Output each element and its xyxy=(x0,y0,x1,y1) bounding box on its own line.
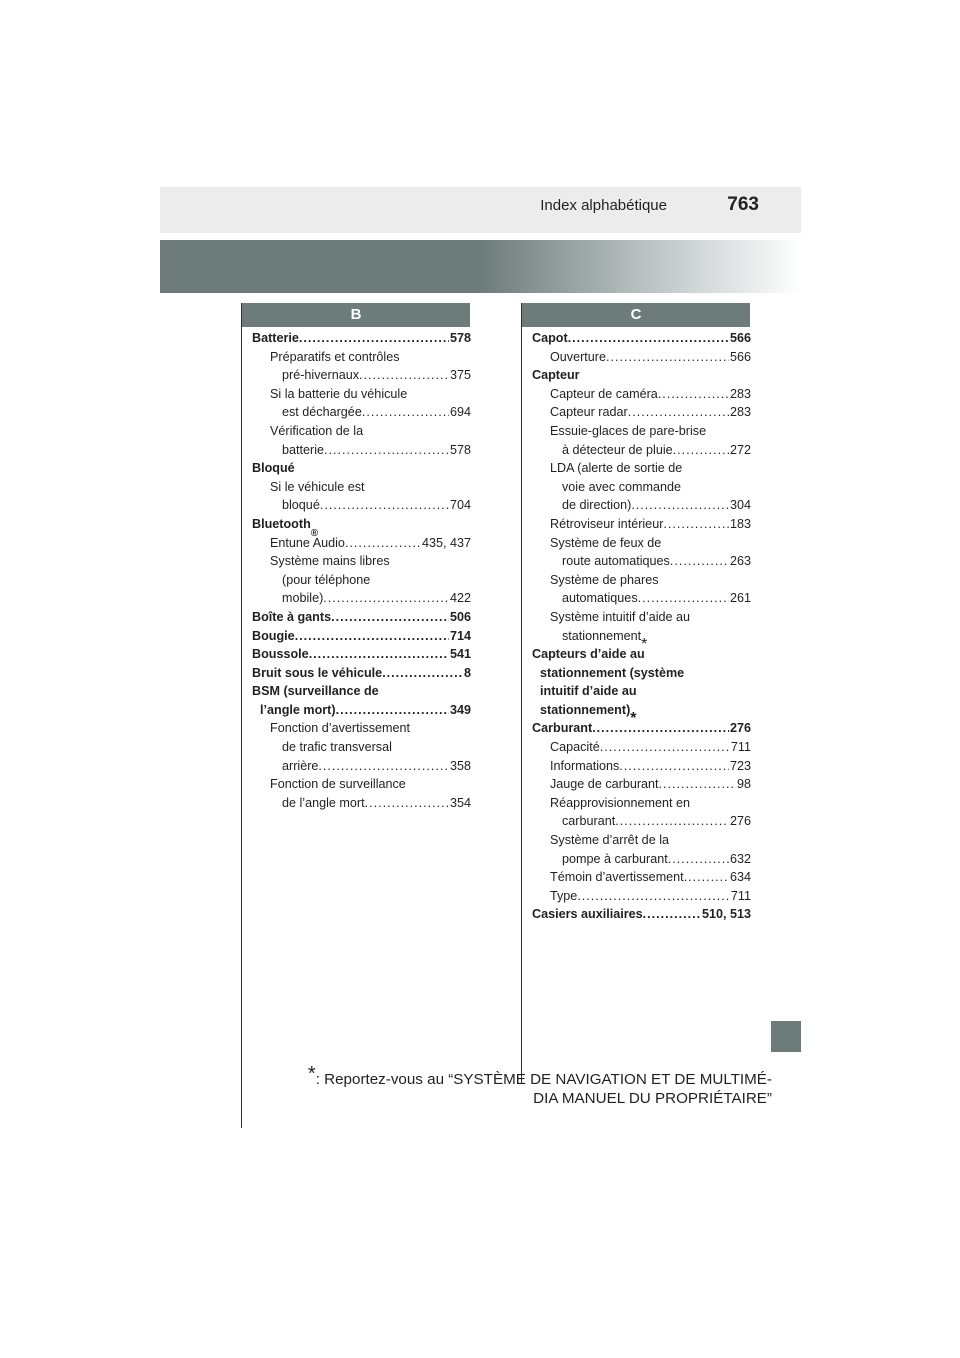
header-title: Index alphabétique xyxy=(540,197,667,214)
dot-leader xyxy=(592,719,729,738)
index-entry-text: Capteur radar xyxy=(550,405,628,420)
index-entry-text: Boîte à gants xyxy=(252,609,332,624)
page-reference: 566 xyxy=(729,349,751,364)
index-entry xyxy=(252,719,471,738)
page-header xyxy=(160,187,801,233)
index-entry-text: voie avec commande xyxy=(562,479,682,494)
index-entry-text: Type xyxy=(550,888,578,903)
index-entry-text: carburant xyxy=(562,814,616,829)
dot-leader xyxy=(631,496,729,515)
dot-leader xyxy=(663,515,729,534)
page-reference: 183 xyxy=(729,516,751,531)
page-reference: 506 xyxy=(449,609,471,624)
index-entry-text: Système d’arrêt de la xyxy=(550,833,669,848)
index-entry xyxy=(532,850,751,869)
column-rule-left xyxy=(241,303,242,1128)
index-entry-text: Bluetooth xyxy=(252,516,311,531)
page-reference: 714 xyxy=(449,628,471,643)
index-entry xyxy=(252,348,471,367)
dot-leader xyxy=(295,627,449,646)
column-rule-middle xyxy=(521,303,522,1083)
index-entry-text: Système de phares xyxy=(550,572,659,587)
dot-leader xyxy=(577,887,730,906)
dot-leader xyxy=(331,608,449,627)
index-entry xyxy=(252,608,471,627)
page-reference: 422 xyxy=(449,591,471,606)
index-entry-text: Bruit sous le véhicule xyxy=(252,665,383,680)
dot-leader xyxy=(684,868,729,887)
section-heading-b: B xyxy=(242,303,470,327)
page-reference: 276 xyxy=(729,814,751,829)
index-entry-text: bloqué xyxy=(282,498,320,513)
index-column-b xyxy=(252,329,471,812)
index-entry xyxy=(252,534,471,553)
page-reference: 711 xyxy=(730,888,751,903)
index-entry xyxy=(252,775,471,794)
footnote-text-1: : Reportez-vous au “SYSTÈME DE NAVIGATION ET DE MULTIMÉ- xyxy=(315,1071,772,1088)
page-reference: 634 xyxy=(729,870,751,885)
dot-leader xyxy=(345,534,421,553)
index-entry xyxy=(252,459,471,478)
index-entry-text: Si le véhicule est xyxy=(270,479,365,494)
page-reference: 349 xyxy=(449,702,471,717)
index-entry-text: Carburant xyxy=(532,721,593,736)
index-entry xyxy=(252,403,471,422)
index-entry xyxy=(532,905,751,924)
index-entry-text: Ouverture xyxy=(550,349,606,364)
index-entry xyxy=(532,459,751,478)
index-entry xyxy=(252,738,471,757)
index-entry-text: Essuie-glaces de pare-brise xyxy=(550,423,707,438)
index-entry-text: Système intuitif d’aide au xyxy=(550,609,691,624)
dot-leader xyxy=(318,757,449,776)
index-entry xyxy=(532,831,751,850)
page-number: 763 xyxy=(727,194,759,215)
page-reference: 272 xyxy=(729,442,751,457)
index-entry xyxy=(252,385,471,404)
page-reference: 566 xyxy=(729,331,751,345)
index-entry xyxy=(532,441,751,460)
index-entry-text: de l’angle mort xyxy=(282,795,365,810)
index-entry-text: Bloqué xyxy=(252,461,295,476)
dot-leader xyxy=(309,645,449,664)
dot-leader xyxy=(619,757,729,776)
index-entry-text: Système de feux de xyxy=(550,535,662,550)
index-entry-text: Si la batterie du véhicule xyxy=(270,386,408,401)
page-reference: 283 xyxy=(729,386,751,401)
page-reference: 510, 513 xyxy=(701,907,751,922)
index-entry xyxy=(532,868,751,887)
index-entry xyxy=(532,757,751,776)
index-entry-text: batterie xyxy=(282,442,325,457)
dot-leader xyxy=(668,850,729,869)
index-entry xyxy=(252,552,471,571)
index-entry xyxy=(532,719,751,738)
index-entry-text: Entune Audio xyxy=(270,535,345,550)
dot-leader xyxy=(606,348,729,367)
index-entry-text: intuitif d’aide au xyxy=(540,684,637,699)
index-entry xyxy=(532,385,751,404)
dot-leader xyxy=(628,403,729,422)
page-reference: 98 xyxy=(736,777,751,792)
page-reference: 358 xyxy=(449,758,471,773)
index-entry-text: stationnement (système xyxy=(540,665,685,680)
index-entry xyxy=(252,441,471,460)
index-entry xyxy=(252,701,471,720)
index-entry xyxy=(532,534,751,553)
chapter-tab xyxy=(771,1021,801,1052)
page-reference: 283 xyxy=(729,405,751,420)
index-entry-text: pré-hivernaux xyxy=(282,368,360,383)
index-entry xyxy=(252,478,471,497)
index-entry-text: est déchargée xyxy=(282,405,362,420)
index-entry-text: Réapprovisionnement en xyxy=(550,795,691,810)
dot-leader xyxy=(658,385,729,404)
page-reference: 276 xyxy=(729,721,751,736)
index-entry xyxy=(252,571,471,590)
index-entry-text: Fonction d’avertissement xyxy=(270,721,410,736)
page-reference: 694 xyxy=(449,405,471,420)
index-entry-text: Capteur xyxy=(532,368,580,383)
index-entry-text: Capot xyxy=(532,331,568,345)
index-entry: stationnement) * xyxy=(540,702,637,728)
index-entry xyxy=(532,571,751,590)
page-reference: 261 xyxy=(729,591,751,606)
index-entry xyxy=(252,645,471,664)
index-entry xyxy=(532,664,751,683)
page-reference: 375 xyxy=(449,368,471,383)
dot-leader xyxy=(643,905,701,924)
index-entry-text: Rétroviseur intérieur xyxy=(550,516,664,531)
index-entry xyxy=(252,496,471,515)
index-entry-text: de direction) xyxy=(562,498,632,513)
index-entry xyxy=(532,496,751,515)
footnote-line-2: DIA MANUEL DU PROPRIÉTAIRE” xyxy=(533,1090,772,1107)
index-entry-text: stationnement xyxy=(562,628,642,643)
page-reference: 704 xyxy=(449,498,471,513)
dot-leader xyxy=(365,794,449,813)
index-entry-text: Bougie xyxy=(252,628,295,643)
index-entry xyxy=(252,627,471,646)
index-entry xyxy=(252,794,471,813)
dot-leader xyxy=(323,589,449,608)
index-entry xyxy=(252,329,471,348)
dot-leader xyxy=(673,441,729,460)
index-entry xyxy=(532,552,751,571)
index-entry xyxy=(252,757,471,776)
index-entry-text: arrière xyxy=(282,758,319,773)
footnote-star: * xyxy=(307,1063,316,1085)
index-entry xyxy=(532,887,751,906)
index-entry xyxy=(532,812,751,831)
dot-leader xyxy=(320,496,449,515)
page-reference: 578 xyxy=(449,331,471,345)
index-entry xyxy=(532,589,751,608)
index-entry-text: (pour téléphone xyxy=(282,572,371,587)
footnote xyxy=(300,1063,772,1108)
index-entry-text: Casiers auxiliaires xyxy=(532,907,643,922)
section-heading-c: C xyxy=(522,303,750,327)
index-entry-text: Témoin d’avertissement xyxy=(550,870,684,885)
page-reference: 354 xyxy=(449,795,471,810)
dot-leader xyxy=(659,775,736,794)
index-entry-text: Capacité xyxy=(550,740,600,755)
index-entry-text: route automatiques xyxy=(562,554,670,569)
page-reference: 578 xyxy=(449,442,471,457)
index-entry-text: l’angle mort) xyxy=(260,702,336,717)
page-reference: 8 xyxy=(463,665,471,680)
index-entry-text: mobile) xyxy=(282,591,324,606)
dot-leader xyxy=(615,812,729,831)
index-entry-text: Capteurs d’aide au xyxy=(532,647,645,662)
index-entry: stationnement * xyxy=(562,628,648,654)
footnote-line-1 xyxy=(300,1063,772,1089)
index-entry-text: de trafic transversal xyxy=(282,740,392,755)
index-entry xyxy=(532,329,751,348)
page-reference: 723 xyxy=(729,758,751,773)
index-entry xyxy=(532,366,751,385)
index-entry xyxy=(532,608,751,627)
dot-leader xyxy=(359,366,449,385)
dot-leader xyxy=(299,329,449,348)
page-reference: 541 xyxy=(449,647,471,662)
index-entry xyxy=(532,478,751,497)
index-entry xyxy=(532,794,751,813)
page-reference: 435, 437 xyxy=(421,535,471,550)
index-entry xyxy=(532,348,751,367)
index-entry-text: pompe à carburant xyxy=(562,851,668,866)
decorative-band xyxy=(160,240,801,293)
dot-leader xyxy=(670,552,729,571)
index-entry xyxy=(532,422,751,441)
index-entry xyxy=(532,515,751,534)
index-entry xyxy=(532,682,751,701)
index-entry xyxy=(532,775,751,794)
dot-leader xyxy=(362,403,449,422)
index-entry xyxy=(532,738,751,757)
index-entry-text: Préparatifs et contrôles xyxy=(270,349,400,364)
index-entry-text: LDA (alerte de sortie de xyxy=(550,461,683,476)
index-entry xyxy=(252,589,471,608)
page-reference: 263 xyxy=(729,554,751,569)
dot-leader xyxy=(336,701,449,720)
index-entry-text: BSM (surveillance de xyxy=(252,684,379,699)
page-reference: 304 xyxy=(729,498,751,513)
index-entry xyxy=(252,664,471,683)
index-entry-text: à détecteur de pluie xyxy=(562,442,673,457)
index-entry-text: automatiques xyxy=(562,591,638,606)
index-entry-text: Batterie xyxy=(252,331,299,345)
index-entry-text: Fonction de surveillance xyxy=(270,777,406,792)
dot-leader xyxy=(638,589,729,608)
index-entry-text: Vérification de la xyxy=(270,423,364,438)
index-entry-text: Boussole xyxy=(252,647,309,662)
index-entry-text: stationnement) xyxy=(540,702,631,717)
index-entry xyxy=(252,422,471,441)
index-entry-text: Capteur de caméra xyxy=(550,386,658,401)
index-entry xyxy=(252,682,471,701)
page-reference: 711 xyxy=(730,740,751,755)
index-entry xyxy=(532,403,751,422)
dot-leader xyxy=(600,738,730,757)
index-entry xyxy=(532,645,751,664)
index-entry-text: Informations xyxy=(550,758,620,773)
dot-leader xyxy=(324,441,449,460)
index-column-c xyxy=(532,329,751,924)
index-entry: Bluetooth ® xyxy=(252,516,319,539)
dot-leader xyxy=(382,664,463,683)
page-reference: 632 xyxy=(729,851,751,866)
dot-leader xyxy=(568,329,729,348)
index-entry-text: Jauge de carburant xyxy=(550,777,659,792)
index-entry-text: Système mains libres xyxy=(270,554,390,569)
index-entry xyxy=(252,366,471,385)
